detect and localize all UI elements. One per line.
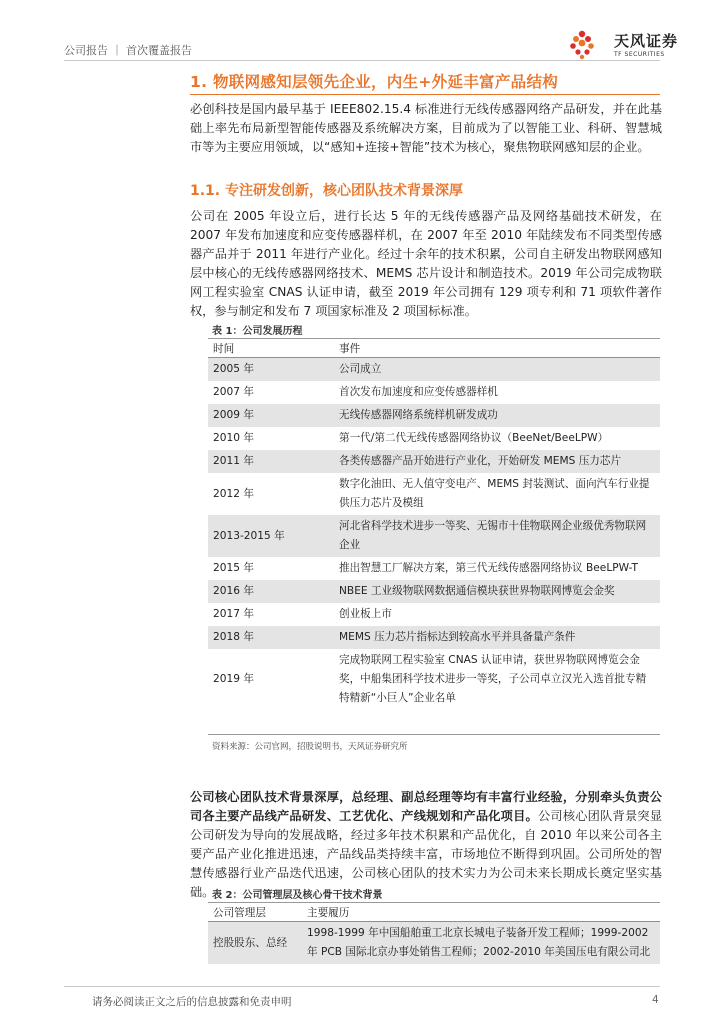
section-1-underline <box>190 94 660 95</box>
row-year: 2018 年 <box>208 626 334 649</box>
management-table <box>208 902 660 964</box>
row-year: 2017 年 <box>213 608 254 620</box>
table-1-caption: 表 1：公司发展历程 <box>212 326 303 337</box>
table-row <box>208 358 660 382</box>
row-event: 首次发布加速度和应变传感器样机 <box>339 386 498 398</box>
section-1-1-heading: 1.1. 专注研发创新，核心团队技术背景深厚 <box>190 183 463 199</box>
table-row <box>208 404 660 427</box>
manager-name: 控股股东、总经 <box>208 922 302 965</box>
row-event: NBEE 工业级物联网数据通信模块获世界物联网博览会金奖 <box>334 580 660 603</box>
footer-divider <box>64 986 660 987</box>
table-row <box>208 515 660 557</box>
row-year: 2011 年 <box>208 450 334 473</box>
table-header-resume: 主要履历 <box>302 903 660 922</box>
section-1-paragraph: 必创科技是国内最早基于 IEEE802.15.4 标准进行无线传感器网络产品研发，并在此基础上率先布局新型智能传感器及系统解决方案，目前成为了以智能工业、科研、智慧城市等为主要应用领域，以“感知+连接+智能”技术为核心，聚焦物联网感知层的企业。 <box>190 102 662 154</box>
row-year: 2009 年 <box>208 404 334 427</box>
table-row <box>208 381 660 404</box>
team-paragraph <box>190 788 662 902</box>
row-event: 各类传感器产品开始进行产业化，开始研发 MEMS 压力芯片 <box>334 450 660 473</box>
table-header-year: 时间 <box>208 339 334 358</box>
row-event: MEMS 压力芯片指标达到较高水平并具备量产条件 <box>334 626 660 649</box>
table-2-caption: 表 2：公司管理层及核心骨干技术背景 <box>212 890 383 901</box>
row-event: 无线传感器网络系统样机研发成功 <box>334 404 660 427</box>
header-report-type: 公司报告 ｜ 首次覆盖报告 <box>64 44 192 57</box>
table-1-bottom-rule <box>208 734 660 735</box>
table-row <box>208 473 660 515</box>
table-row <box>208 922 660 965</box>
row-event: 河北省科学技术进步一等奖、无锡市十佳物联网企业级优秀物联网企业 <box>334 515 660 557</box>
row-event: 数字化油田、无人值守变电产、MEMS 封装测试、面向汽车行业提供压力芯片及模组 <box>339 478 650 509</box>
row-event: 第一代/第二代无线传感器网络协议（BeeNet/BeeLPW） <box>339 432 609 444</box>
table-row <box>208 450 660 473</box>
row-event: 公司成立 <box>334 358 660 382</box>
table-header-event: 事件 <box>334 339 660 358</box>
table-row <box>208 626 660 649</box>
footer-disclaimer: 请务必阅读正文之后的信息披露和免责申明 <box>92 996 292 1008</box>
row-year: 2016 年 <box>208 580 334 603</box>
table-header-row <box>208 339 660 358</box>
row-year: 2012 年 <box>213 487 254 500</box>
section-1-heading: 1. 物联网感知层领先企业，内生+外延丰富产品结构 <box>190 73 559 91</box>
row-year: 2013-2015 年 <box>208 515 334 557</box>
row-event: 完成物联网工程实验室 CNAS 认证申请，获世界物联网博览会金奖，中船集团科学技术进步一等奖，子公司卓立汉光入选首批专精特精新“小巨人”企业名单 <box>339 654 647 704</box>
table-row <box>208 603 660 626</box>
manager-resume: 1998-1999 年中国船舶重工北京长城电子装备开发工程师；1999-2002 年 PCB 国际北京办事处销售工程师；2002-2010 年美国压电有限公司北 <box>302 922 660 965</box>
page-number: 4 <box>652 994 659 1006</box>
logo-english-name: TF SECURITIES <box>614 51 665 58</box>
row-event: 创业板上市 <box>339 608 392 620</box>
table-row <box>208 649 660 710</box>
table-row <box>208 427 660 450</box>
header-divider <box>64 60 660 61</box>
logo-chinese-name: 天风证券 <box>614 32 679 50</box>
row-year: 2007 年 <box>213 386 254 398</box>
team-paragraph-lead: 公司核心团队技术背景深厚，总经理、副总经理等均有丰富行业经验，分别牵头负责公司各主要产品线产品研发、工艺优化、产线规划和产品化项目。 <box>190 790 662 823</box>
development-history-table <box>208 338 660 710</box>
table-row <box>208 580 660 603</box>
table-row <box>208 557 660 580</box>
table-1-source: 资料来源：公司官网，招股说明书，天风证券研究所 <box>212 742 408 752</box>
row-year: 2005 年 <box>208 358 334 382</box>
row-year: 2019 年 <box>213 673 254 685</box>
team-paragraph-body: 公司核心团队背景突显公司研发为导向的发展战略，经过多年技术积累和产品优化，自 2010 年以来公司各主要产品产业化推进迅速，产品线品类持续丰富，市场地位不断得到巩固。公司所处的智慧传感器行业产品迭代迅速，公司核心团队的技术实力为公司未来长期成长奠定坚实基础。 <box>190 809 663 899</box>
table-header-row <box>208 903 660 922</box>
table-header-manager: 公司管理层 <box>208 903 302 922</box>
row-event: 推出智慧工厂解决方案，第三代无线传感器网络协议 BeeLPW-T <box>339 562 638 574</box>
section-1-1-paragraph: 公司在 2005 年设立后，进行长达 5 年的无线传感器产品及网络基础技术研发，在 2007 年发布加速度和应变传感器样机，在 2007 年至 2010 年陆续发布不同类型传感器产品并于 2011 年进行产业化。经过十余年的技术积累，公司自主研发出物联网感知层中核心的无线传感器网络技术、MEMS 芯片设计和制造技术。2019 年公司完成物联网工程实验室 CNAS 认证申请，截至 2019 年公司拥有 129 项专利和 71 项软件著作权，参与制定和发布 7 项国家标准及 2 项国标标准。 <box>190 209 662 318</box>
row-year: 2010 年 <box>213 432 254 444</box>
row-year: 2015 年 <box>213 562 254 574</box>
